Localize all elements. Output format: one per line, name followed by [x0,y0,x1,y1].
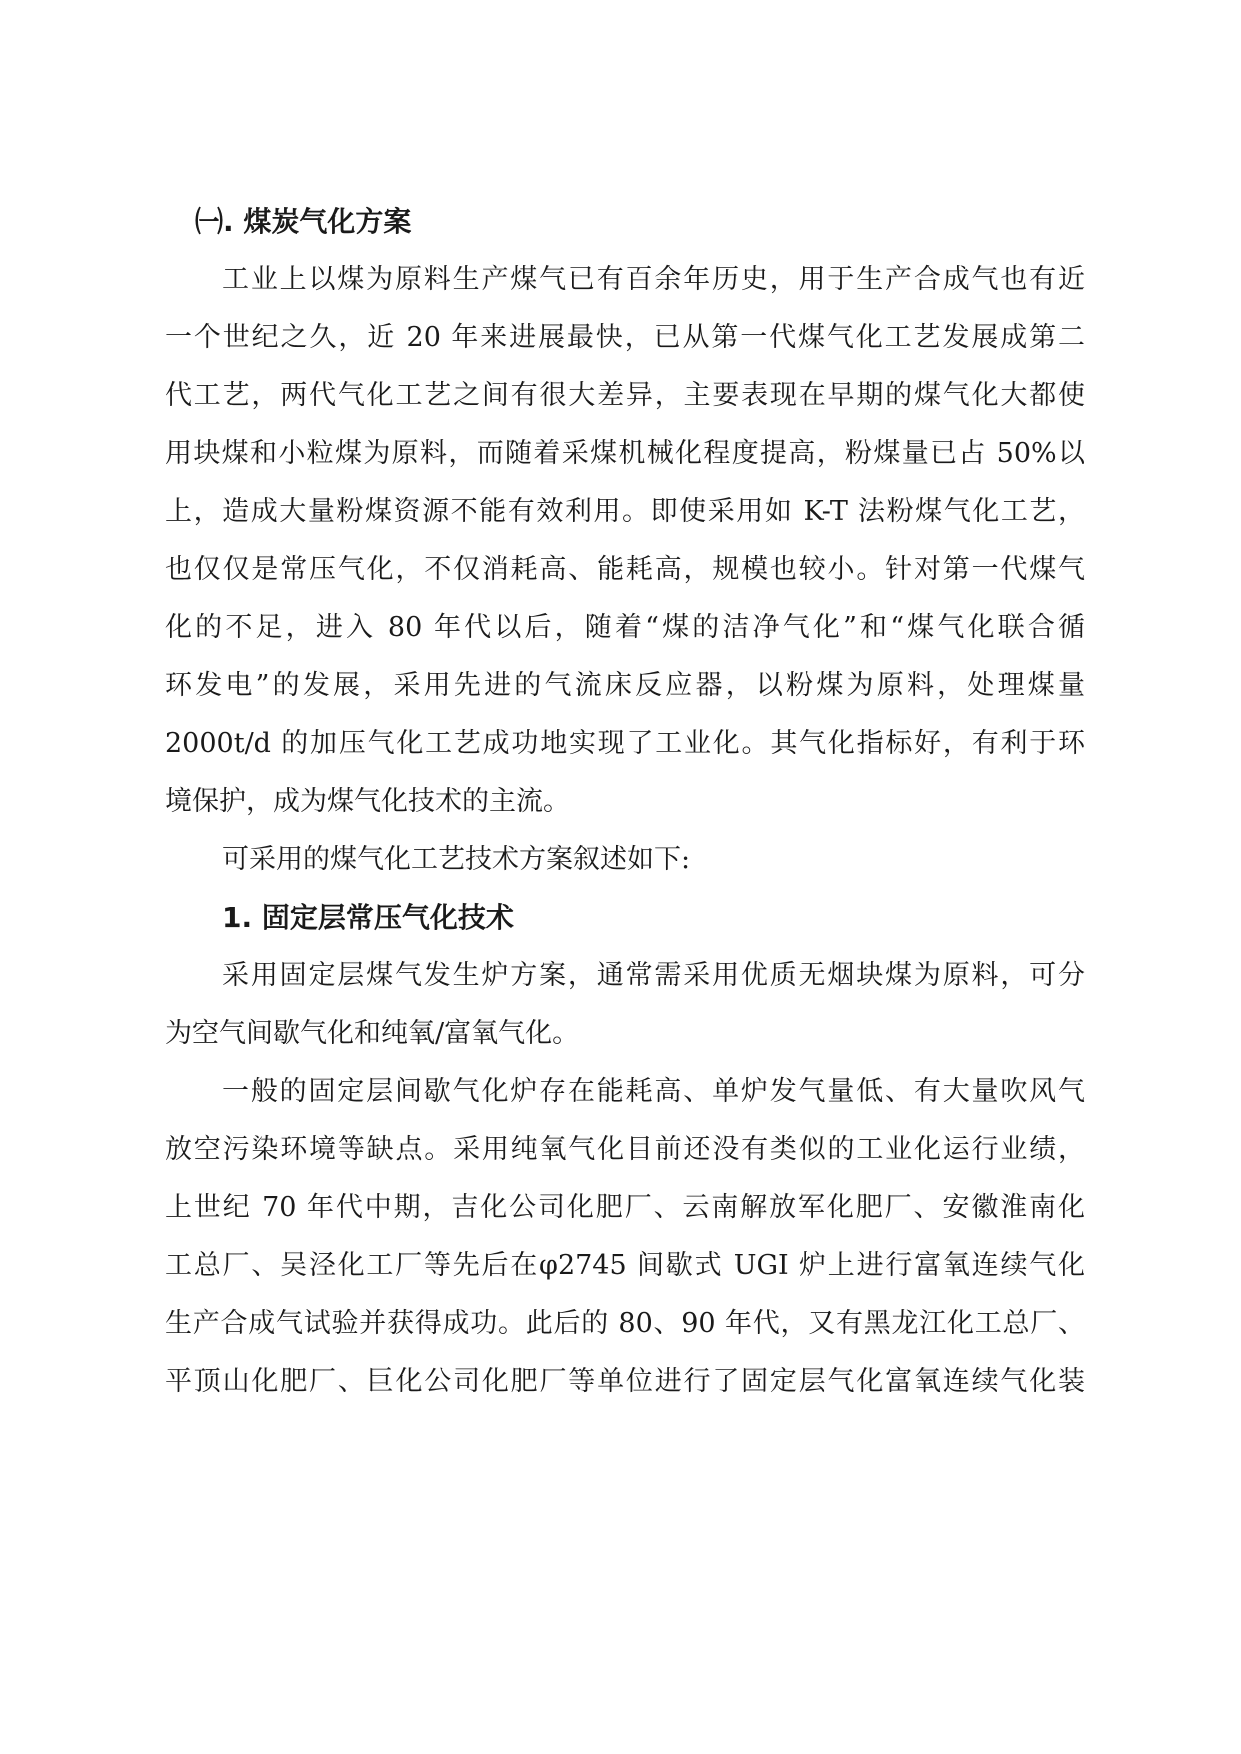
paragraph-1-line: 2000t/d 的加压气化工艺成功地实现了工业化。其气化指标好，有利于环 [165,728,1085,759]
section-heading: ㈠. 煤炭气化方案 [195,205,412,238]
paragraph-1-line: 用块煤和小粒煤为原料，而随着采煤机械化程度提高，粉煤量已占 50%以 [165,438,1085,469]
paragraph-4-line: 生产合成气试验并获得成功。此后的 80、90 年代，又有黑龙江化工总厂、 [165,1308,1085,1339]
paragraph-4-line: 上世纪 70 年代中期，吉化公司化肥厂、云南解放军化肥厂、安徽淮南化 [165,1192,1085,1223]
paragraph-4-line: 一般的固定层间歇气化炉存在能耗高、单炉发气量低、有大量吹风气 [222,1076,1085,1107]
paragraph-2: 可采用的煤气化工艺技术方案叙述如下: [222,844,691,875]
paragraph-1-line: 代工艺，两代气化工艺之间有很大差异，主要表现在早期的煤气化大都使 [165,380,1085,411]
paragraph-1-line: 也仅仅是常压气化，不仅消耗高、能耗高，规模也较小。针对第一代煤气 [165,554,1085,585]
paragraph-1-line: 上，造成大量粉煤资源不能有效利用。即使采用如 K-T 法粉煤气化工艺， [165,496,1085,527]
paragraph-3-line: 采用固定层煤气发生炉方案，通常需采用优质无烟块煤为原料，可分 [222,960,1085,991]
paragraph-4-line: 平顶山化肥厂、巨化公司化肥厂等单位进行了固定层气化富氧连续气化装 [165,1366,1085,1397]
paragraph-1-line: 工业上以煤为原料生产煤气已有百余年历史，用于生产合成气也有近 [222,264,1085,295]
subheading-1: 1. 固定层常压气化技术 [222,901,514,934]
paragraph-1-line: 化的不足，进入 80 年代以后，随着“煤的洁净气化”和“煤气化联合循 [165,612,1085,643]
paragraph-1-line: 一个世纪之久，近 20 年来进展最快，已从第一代煤气化工艺发展成第二 [165,322,1085,353]
paragraph-4-line: 工总厂、吴泾化工厂等先后在φ2745 间歇式 UGI 炉上进行富氧连续气化 [165,1250,1085,1281]
paragraph-3-line: 为空气间歇气化和纯氧/富氧气化。 [165,1018,580,1049]
paragraph-1-line: 环发电”的发展，采用先进的气流床反应器，以粉煤为原料，处理煤量 [165,670,1085,701]
paragraph-1-line: 境保护，成为煤气化技术的主流。 [165,786,570,817]
paragraph-4-line: 放空污染环境等缺点。采用纯氧气化目前还没有类似的工业化运行业绩， [165,1134,1085,1165]
